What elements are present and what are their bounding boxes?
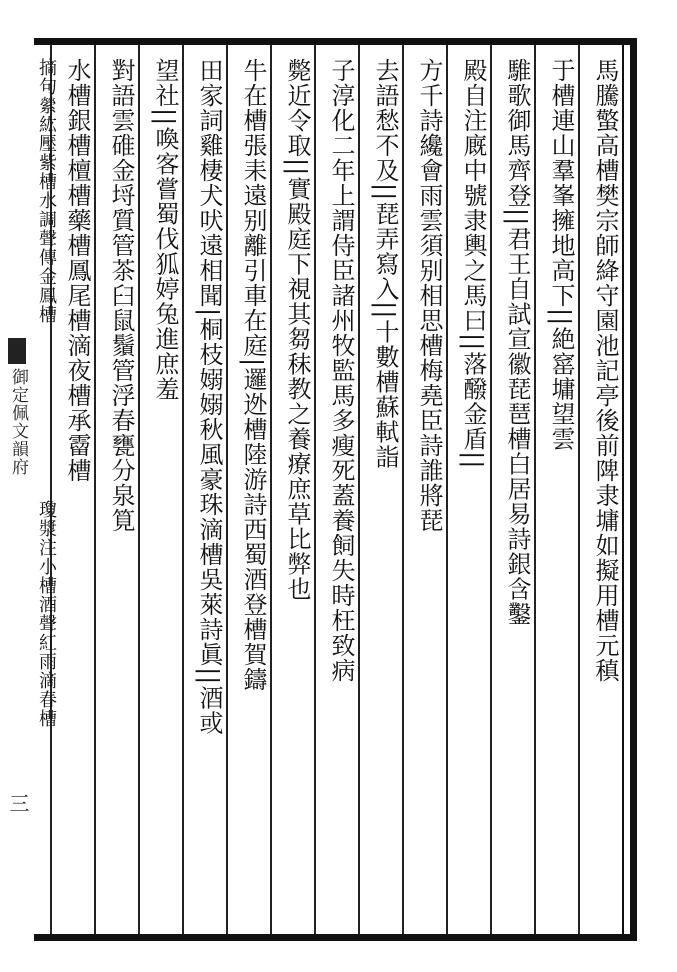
text-column: 望社||喚客嘗蜀伐狐婷兔進庶羞 (151, 58, 179, 402)
text-column: 騅歌御馬齊登||君王自試宣徽琵琶槽白居易詩銀含鑿 (503, 58, 531, 627)
column-divider (314, 45, 316, 934)
column-divider (490, 45, 492, 934)
text-column: 斃近令取||實殿庭下視其芻秣教之養療庶草比弊也 (283, 58, 311, 602)
column-divider (446, 45, 448, 934)
text-column: 殿自注廐中號隶輿之馬曰||落醱金盾|| (459, 58, 487, 470)
text-column: 牛在槽張耒遠别離引車在庭|邏迯槽陸游詩西蜀酒登槽賀鑄 (239, 58, 267, 693)
column-divider (94, 45, 96, 934)
text-column: 瓊漿注小槽酒聲紅雨滴春槽 (36, 500, 57, 728)
column-divider (226, 45, 228, 934)
book-title-label: 御定佩文韻府 (8, 368, 28, 476)
column-divider (534, 45, 536, 934)
column-divider (270, 45, 272, 934)
frame-bottom-rule (34, 934, 636, 941)
text-column: 子淳化二年上謂侍臣諸州牧監馬多瘦死蓋養飼失時枉致病 (327, 58, 355, 683)
frame-right-inner-rule (622, 45, 624, 934)
text-column: 摘句縈紘壓紫槽水調聲傳金鳳槽 (36, 58, 57, 324)
text-column: 對語雲碓金埒質管茶臼鼠鬚管浮春甕分泉筧 (107, 58, 135, 533)
fishtail-mark (8, 338, 26, 364)
column-divider (578, 45, 580, 934)
text-column: 馬騰蟼高槽樊宗師絳守園池記亭後前陴隶墉如擬用槽元稹 (591, 58, 619, 683)
frame-right-rule (630, 38, 637, 941)
column-divider (182, 45, 184, 934)
frame-top-rule (34, 38, 636, 45)
page-number: 三 (6, 793, 30, 813)
text-column: 田家詞雞棲犬吠遠相聞|桐枝嫋嫋秋風豪珠滴槽吳萊詩眞||酒或 (195, 58, 223, 736)
text-column: 水槽銀槽檀槽藥槽鳳尾槽滴夜槽承霤槽 (63, 58, 91, 483)
text-column: 方千詩纔會雨雲須别相思槽梅堯臣詩誰將琵 (415, 58, 443, 533)
column-divider (358, 45, 360, 934)
text-column: 于槽連山羣峯擁地高下||絶窰墉望雲 (547, 58, 575, 452)
text-column: 去語愁不及||琵弄寫入||十數槽蘇軾詣 (371, 58, 399, 470)
column-divider (402, 45, 404, 934)
page-margin (0, 38, 34, 941)
column-divider (138, 45, 140, 934)
